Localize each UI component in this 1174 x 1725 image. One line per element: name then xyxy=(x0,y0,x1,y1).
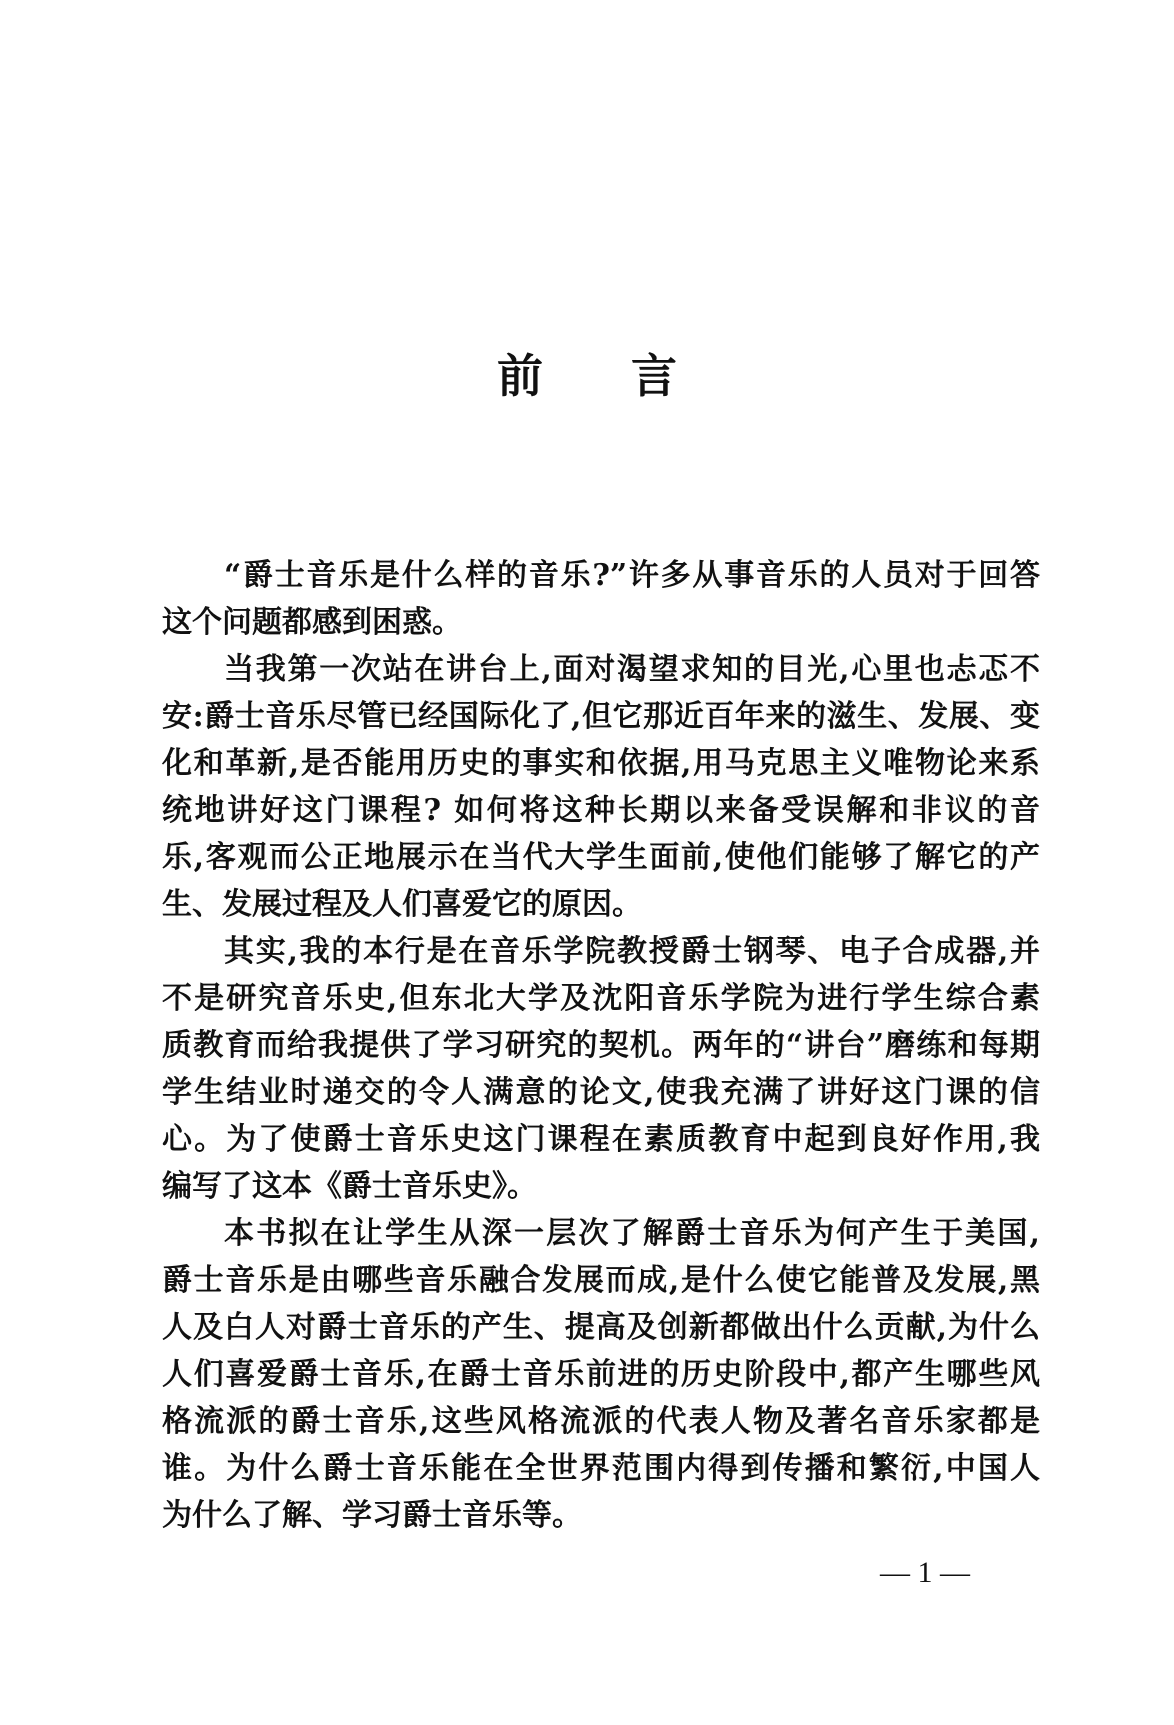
text-line: 安:爵士音乐尽管已经国际化了,但它那近百年来的滋生、发展、变 xyxy=(162,699,1040,734)
text-line: 编写了这本《爵士音乐史》。 xyxy=(162,1169,537,1204)
text-line: 为什么了解、学习爵士音乐等。 xyxy=(162,1498,582,1533)
text-line: 爵士音乐是由哪些音乐融合发展而成,是什么使它能普及发展,黑 xyxy=(162,1263,1040,1298)
text-line: “爵士音乐是什么样的音乐?”许多从事音乐的人员对于回答 xyxy=(224,558,1040,593)
text-line: 生、发展过程及人们喜爱它的原因。 xyxy=(162,887,642,922)
text-line: 人们喜爱爵士音乐,在爵士音乐前进的历史阶段中,都产生哪些风 xyxy=(162,1357,1040,1392)
text-line: 其实,我的本行是在音乐学院教授爵士钢琴、电子合成器,并 xyxy=(224,934,1040,969)
page-number: — 1 — xyxy=(880,1556,970,1589)
text-line: 谁。为什么爵士音乐能在全世界范围内得到传播和繁衍,中国人 xyxy=(162,1451,1040,1486)
text-line: 这个问题都感到困惑。 xyxy=(162,605,462,640)
text-line: 化和革新,是否能用历史的事实和依据,用马克思主义唯物论来系 xyxy=(162,746,1040,781)
text-line: 质教育而给我提供了学习研究的契机。两年的“讲台”磨练和每期 xyxy=(162,1028,1040,1063)
text-line: 心。为了使爵士音乐史这门课程在素质教育中起到良好作用,我 xyxy=(162,1122,1040,1157)
page-title xyxy=(0,340,1174,406)
text-line: 当我第一次站在讲台上,面对渴望求知的目光,心里也忐忑不 xyxy=(224,652,1040,687)
text-line: 不是研究音乐史,但东北大学及沈阳音乐学院为进行学生综合素 xyxy=(162,981,1040,1016)
text-line: 学生结业时递交的令人满意的论文,使我充满了讲好这门课的信 xyxy=(162,1075,1040,1110)
text-line: 乐,客观而公正地展示在当代大学生面前,使他们能够了解它的产 xyxy=(162,840,1040,875)
text-line: 统地讲好这门课程? 如何将这种长期以来备受误解和非议的音 xyxy=(162,793,1040,828)
title-char: 前 xyxy=(497,349,543,403)
body-text xyxy=(162,552,1040,1539)
text-line: 人及白人对爵士音乐的产生、提高及创新都做出什么贡献,为什么 xyxy=(162,1310,1040,1345)
text-line: 本书拟在让学生从深一层次了解爵士音乐为何产生于美国, xyxy=(224,1216,1040,1251)
title-char: 言 xyxy=(631,349,677,403)
text-line: 格流派的爵士音乐,这些风格流派的代表人物及著名音乐家都是 xyxy=(162,1404,1040,1439)
